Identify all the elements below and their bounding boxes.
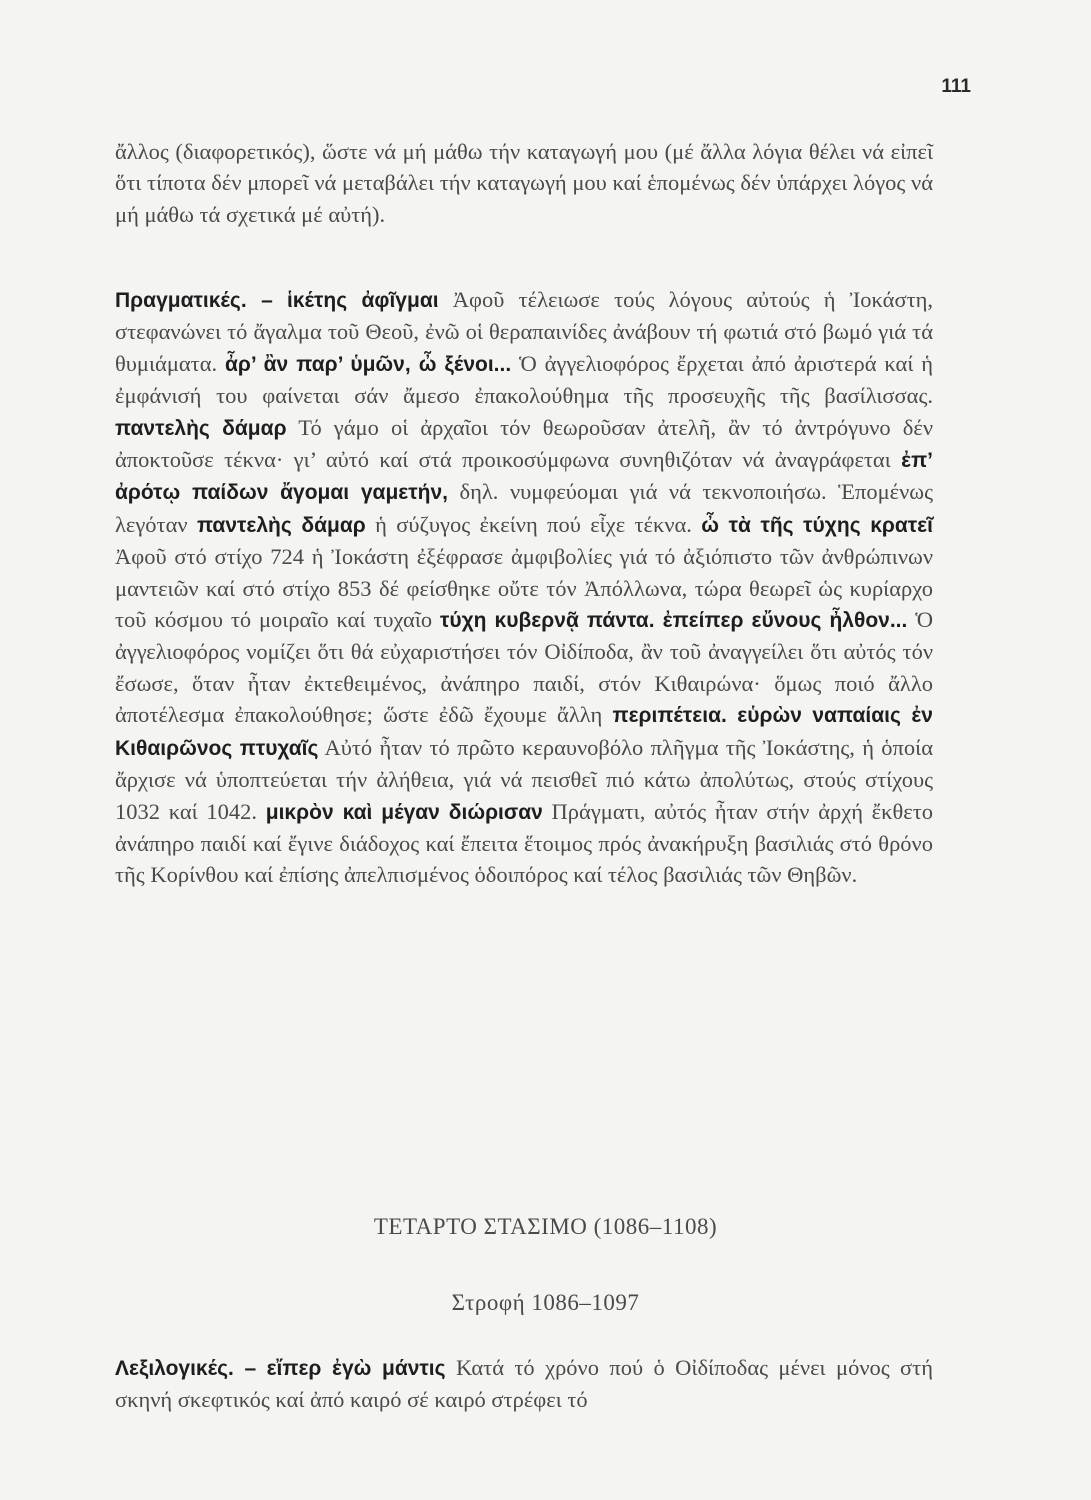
commentary: ἡ σύζυγος ἐκείνη πού εἶχε τέκνα. [365, 511, 702, 537]
section-subtitle: Στροφή 1086–1097 [451, 1290, 640, 1315]
lemma: ὦ τὰ τῆς τύχης κρατεῖ [701, 513, 933, 537]
paragraph-body [115, 1352, 933, 1416]
lemma: περιπέτεια. εὑρὼν ναπαίαις ἐν Κιθαιρῶνος πτυχαῖς [115, 704, 933, 760]
paragraph-pragmatikes [115, 284, 933, 891]
commentary: Ὁ ἀγγελιοφόρος νομίζει ὅτι θά εὐχαριστήσει τόν Οἰδίποδα, ἂν τοῦ ἀναγγείλει ὅτι αὐτός τόν ἔσωσε, ὅταν ἦταν ἐκτεθειμένος, ἀνάπηρο παιδί, στόν Κιθαιρώνα· ὅμως ποιό ἄλλο ἀποτέλεσμα ἐπακολούθησε; ὥστε ἐδῶ ἔχουμε ἄλλη [115, 607, 933, 728]
page-number: 111 [941, 76, 971, 97]
commentary: Ἀφοῦ στό στίχο 724 ἡ Ἰοκάστη ἐξέφρασε ἀμφιβολίες γιά τό ἀξιόπιστο τῶν ἀνθρώπινων μαντειῶν καί στό στίχο 853 δέ φείσθηκε οὔτε τόν Ἀπόλλωνα, τώρα θεωρεῖ ὡς κυρίαρχο τοῦ κόσμου τό μοιραῖο καί τυχαῖο [115, 544, 933, 633]
lemma: τύχη κυβερνᾷ πάντα. ἐπείπερ εὔνους ἦλθον... [439, 609, 908, 633]
paragraph-text: ἄλλος (διαφορετικός), ὥστε νά μή μάθω τήν καταγωγή μου (μέ ἄλλα λόγια θέλει νά εἰπεῖ ὅτι τίποτα δέν μπορεῖ νά μεταβάλει τήν καταγωγή μου καί ἑπομένως δέν ὑπάρχει λόγος νά μή μάθω τά σχετικά μέ αὐτή). [115, 139, 933, 227]
lemma: μικρὸν καὶ μέγαν διώρισαν [265, 800, 543, 824]
paragraph-continuation [115, 136, 933, 230]
lemma: ἱκέτης ἀφῖγμαι [286, 289, 439, 312]
lemma: ἆρ’ ἂν παρ’ ὑμῶν, ὦ ξένοι... [224, 352, 512, 376]
lemma: ἐπ’ ἀρότῳ παίδων ἄγομαι γαμετήν, [115, 449, 933, 505]
commentary: Κατά τό χρόνο πού ὁ Οἰδίποδας μένει μόνος στή σκηνή σκεφτικός καί ἀπό καιρό σέ καιρό στρέφει τό [115, 1355, 933, 1413]
paragraph-lexilogikes [115, 1352, 933, 1416]
lemma: εἴπερ ἐγὼ μάντις [266, 1357, 446, 1380]
section-label: Λεξιλογικές. – [115, 1357, 257, 1380]
commentary: Ἀφοῦ τέλειωσε τούς λόγους αὐτούς ἡ Ἰοκάστη, στεφανώνει τό ἄγαλμα τοῦ Θεοῦ, ἐνῶ οἱ θεραπαινίδες ἀνάβουν τή φωτιά στό βωμό γιά τά θυμιάματα. [115, 287, 934, 376]
section-label: Πραγματικές. – [115, 289, 273, 312]
section-title: ΤΕΤΑΡΤΟ ΣΤΑΣΙΜΟ (1086–1108) [373, 1214, 718, 1239]
commentary: δηλ. νυμφεύομαι γιά νά τεκνοποιήσω. Ἑπομένως λεγόταν [115, 479, 934, 537]
lemma: παντελὴς δάμαρ [115, 416, 287, 440]
commentary: Ὁ ἀγγελιοφόρος ἔρχεται ἀπό ἀριστερά καί ἡ ἐμφάνισή του φαίνεται σάν ἄμεσο ἐπακολούθημα τῆς προσευχῆς τῆς βασίλισσας. [115, 350, 933, 409]
paragraph-body [115, 284, 933, 891]
lemma: παντελὴς δάμαρ [196, 513, 366, 537]
commentary: Αὐτό ἦταν τό πρῶτο κεραυνοβόλο πλῆγμα τῆς Ἰοκάστης, ἡ ὁποία ἄρχισε νά ὑποπτεύεται τήν ἀλήθεια, γιά νά πεισθεῖ πιό κάτω ἀπολύτως, στούς στίχους 1032 καί 1042. [115, 734, 933, 824]
commentary: Τό γάμο οἱ ἀρχαῖοι τόν θεωροῦσαν ἀτελῆ, ἂν τό ἀντρόγυνο δέν ἀποκτοῦσε τέκνα· γι’ αὐτό καί στά προικοσύμφωνα συνηθιζόταν νά ἀναγράφεται [115, 414, 934, 473]
commentary: Πράγματι, αὐτός ἦταν στήν ἀρχή ἔκθετο ἀνάπηρο παιδί καί ἔγινε διάδοχος καί ἔπειτα ἕτοιμος πρός ἀνακήρυξη βασιλιάς στό θρόνο τῆς Κορίνθου καί ἐπίσης ἀπελπισμένος ὁδοιπόρος καί τέλος βασιλιάς τῶν Θηβῶν. [115, 798, 933, 888]
